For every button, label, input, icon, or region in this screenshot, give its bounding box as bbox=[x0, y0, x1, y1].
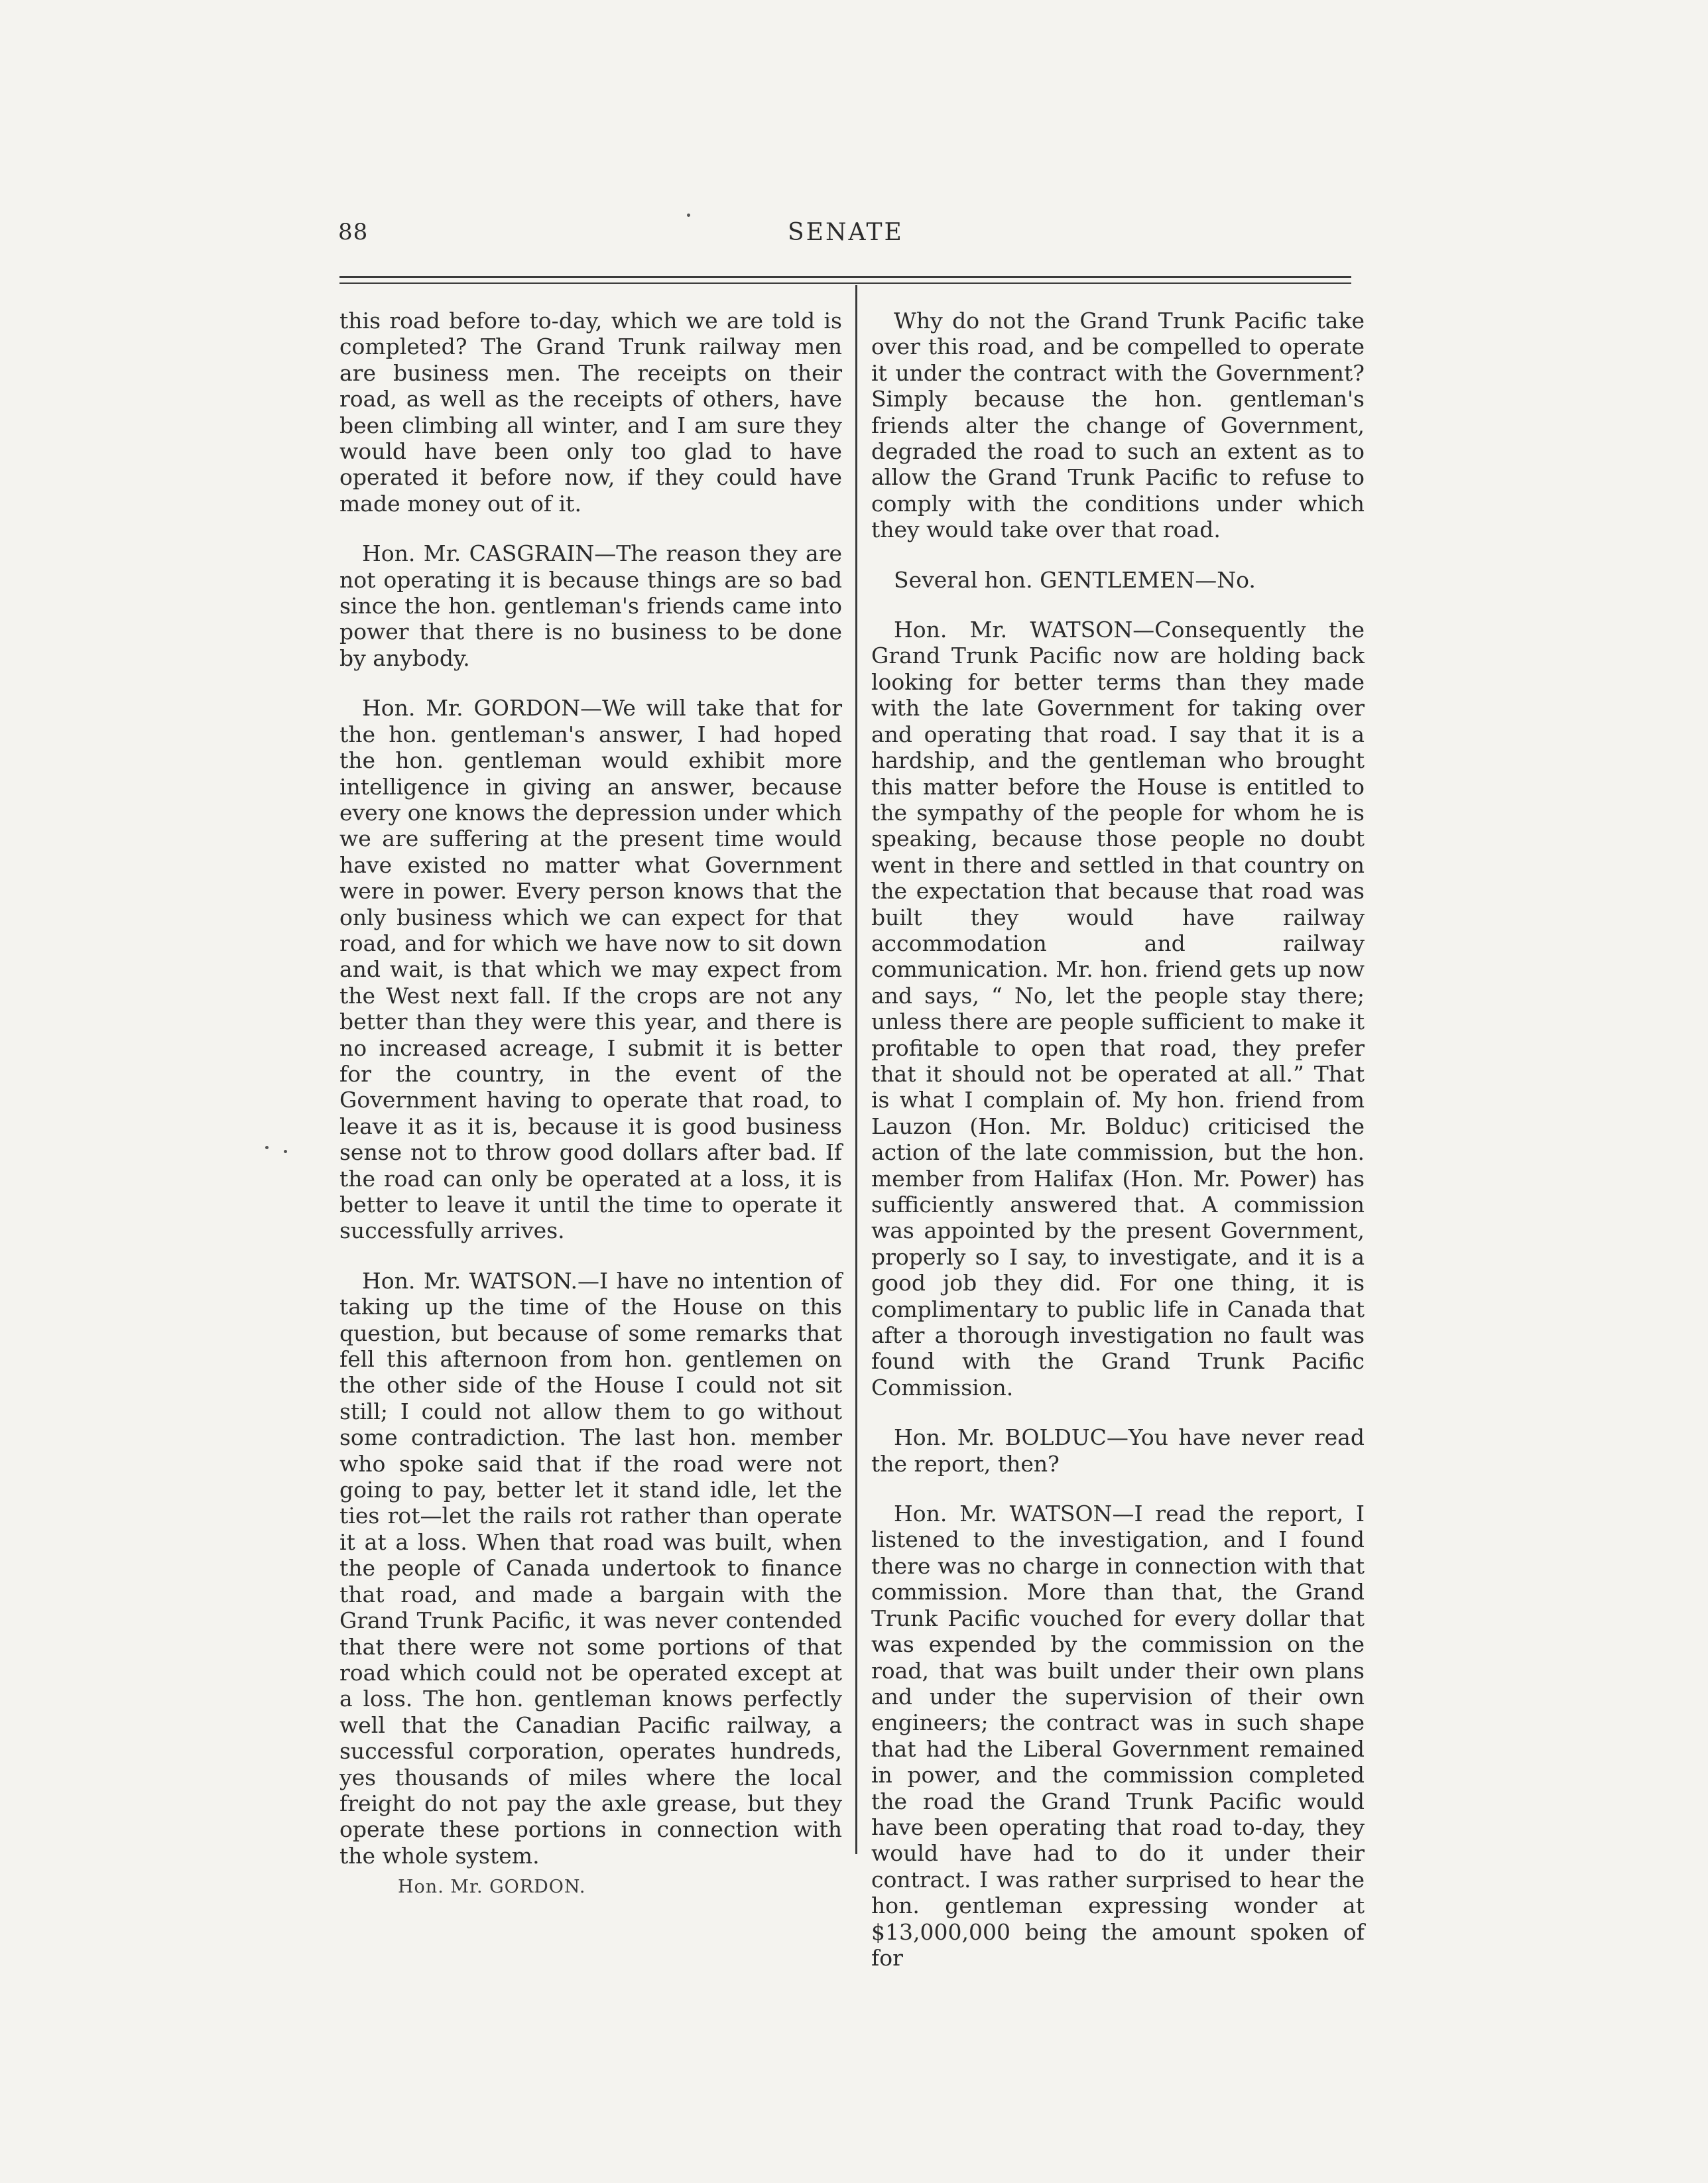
paragraph bbox=[871, 308, 1365, 543]
paragraph-text: —I read the report, I listened to the investigation, and I found there was no charge in connection with that commission. More than that, the Grand Trunk Pacific vouched for every dollar that was expended by the commission on the road, that was built under their own plans and under the supervision of their own engineers; the contract was in such shape that had the Liberal Government remained in power, and the commission completed the road the Grand Trunk Pacific would have been operating that road to-day, they would have had to do it under their contract. I was rather surprised to hear the hon. gentleman expressing wonder at $13,000,000 being the amount spoken of for bbox=[871, 1501, 1365, 1971]
page-number: 88 bbox=[338, 219, 369, 245]
speaker-name: Hon. Mr. WATSON bbox=[362, 1267, 571, 1294]
speaker-name: Hon. Mr. CASGRAIN bbox=[362, 540, 595, 567]
right-column bbox=[855, 308, 1365, 1971]
paragraph-text: —Consequently the Grand Trunk Pacific now are holding back looking for better terms than they made with the late Government for taking over and operating that road. I say that it is a hardship, and the gentleman who brought this matter before the House is entitled to the sympathy of the people for whom he is speaking, because those people no doubt went in there and settled in that country on the expectation that because that road was built they would have railway accommodation and railway communication. Mr. hon. friend gets up now and says, “ No, let the people stay there; unless there are people sufficient to make it profitable to open that road, they prefer that it should not be operated at all.” That is what I complain of. My hon. friend from Lauzon (Hon. Mr. Bolduc) criticised the action of the late commission, but the hon. member from Halifax (Hon. Mr. Power) has sufficiently answered that. A commission was appointed by the present Government, properly so I say, to investigate, and it is a good job they did. For one thing, it is complimentary to public life in Canada that after a thorough investigation no fault was found with the Grand Trunk Pacific Commission. bbox=[871, 617, 1365, 1401]
paragraph bbox=[339, 308, 842, 517]
paragraph bbox=[871, 1424, 1365, 1477]
left-column bbox=[339, 308, 842, 1869]
paragraph-text: —We will take that for the hon. gentleman's answer, I had hoped the hon. gentleman would exhibit more intelligence in giving an answer, because every one knows the depression under which we are suffering at the present time would have existed no matter what Government were in power. Every person knows that the only business which we can expect for that road, and for which we have now to sit down and wait, is that which we may expect from the West next fall. If the crops are not any better than they were this year, and there is no increased acreage, I submit it is better for the country, in the event of the Government having to operate that road, to leave it as it is, because it is good business sense not to throw good dollars after bad. If the road can only be operated at a loss, it is better to leave it until the time to operate it successfully arrives. bbox=[339, 695, 842, 1244]
scan-speck bbox=[265, 1146, 269, 1149]
paragraph bbox=[871, 617, 1365, 1401]
speaker-name: Hon. Mr. WATSON bbox=[894, 617, 1133, 643]
running-head: SENATE bbox=[788, 219, 904, 246]
footer-speaker-name: Hon. Mr. GORDON. bbox=[398, 1877, 586, 1897]
paragraph bbox=[871, 567, 1365, 593]
paragraph-text: this road before to-day, which we are told is completed? The Grand Trunk railway men are business men. The receipts on their road, as well as the receipts of others, have been climbing all winter, and I am sure they would have been only too glad to have operated it before now, if they could have made money out of it. bbox=[339, 308, 842, 517]
header-rule bbox=[339, 276, 1351, 278]
paragraph-text: .—I have no intention of taking up the time of the House on this question, but because of some remarks that fell this afternoon from hon. gentlemen on the other side of the House I could not sit still; I could not allow them to go without some contradiction. The last hon. member who spoke said that if the road were not going to pay, better let it stand idle, let the ties rot—let the rails rot rather than operate it at a loss. When that road was built, when the people of Canada undertook to finance that road, and made a bargain with the Grand Trunk Pacific, it was never contended that there were not some portions of that road which could not be operated except at a loss. The hon. gentleman knows perfectly well that the Canadian Pacific railway, a successful corporation, operates hundreds, yes thousands of miles where the local freight do not pay the axle grease, but they operate these portions in connection with the whole system. bbox=[339, 1267, 842, 1869]
paragraph-text: —No. bbox=[1195, 566, 1256, 593]
header-rule-secondary bbox=[339, 282, 1351, 284]
speaker-name: Hon. Mr. BOLDUC bbox=[894, 1424, 1107, 1451]
scan-speck bbox=[284, 1150, 287, 1153]
scan-speck bbox=[687, 214, 690, 217]
paragraph bbox=[339, 1268, 842, 1869]
paragraph bbox=[871, 1501, 1365, 1971]
speaker-name: Hon. Mr. WATSON bbox=[894, 1501, 1113, 1527]
paragraph-text: —The reason they are not operating it is because things are so bad since the hon. gentleman's friends came into power that there is no business to be done by anybody. bbox=[339, 540, 843, 671]
paragraph bbox=[339, 540, 842, 671]
speaker-name: Several hon. GENTLEMEN bbox=[894, 566, 1195, 593]
paragraph bbox=[339, 695, 842, 1244]
speaker-name: Hon. Mr. GORDON bbox=[362, 695, 581, 721]
paragraph-text: —You have never read the report, then? bbox=[871, 1424, 1365, 1477]
paragraph-text: Why do not the Grand Trunk Pacific take over this road, and be compelled to operate it under the contract with the Government? Simply because the hon. gentleman's friends alter the change of Government, degraded the road to such an extent as to allow the Grand Trunk Pacific to refuse to comply with the conditions under which they would take over that road. bbox=[871, 308, 1365, 543]
